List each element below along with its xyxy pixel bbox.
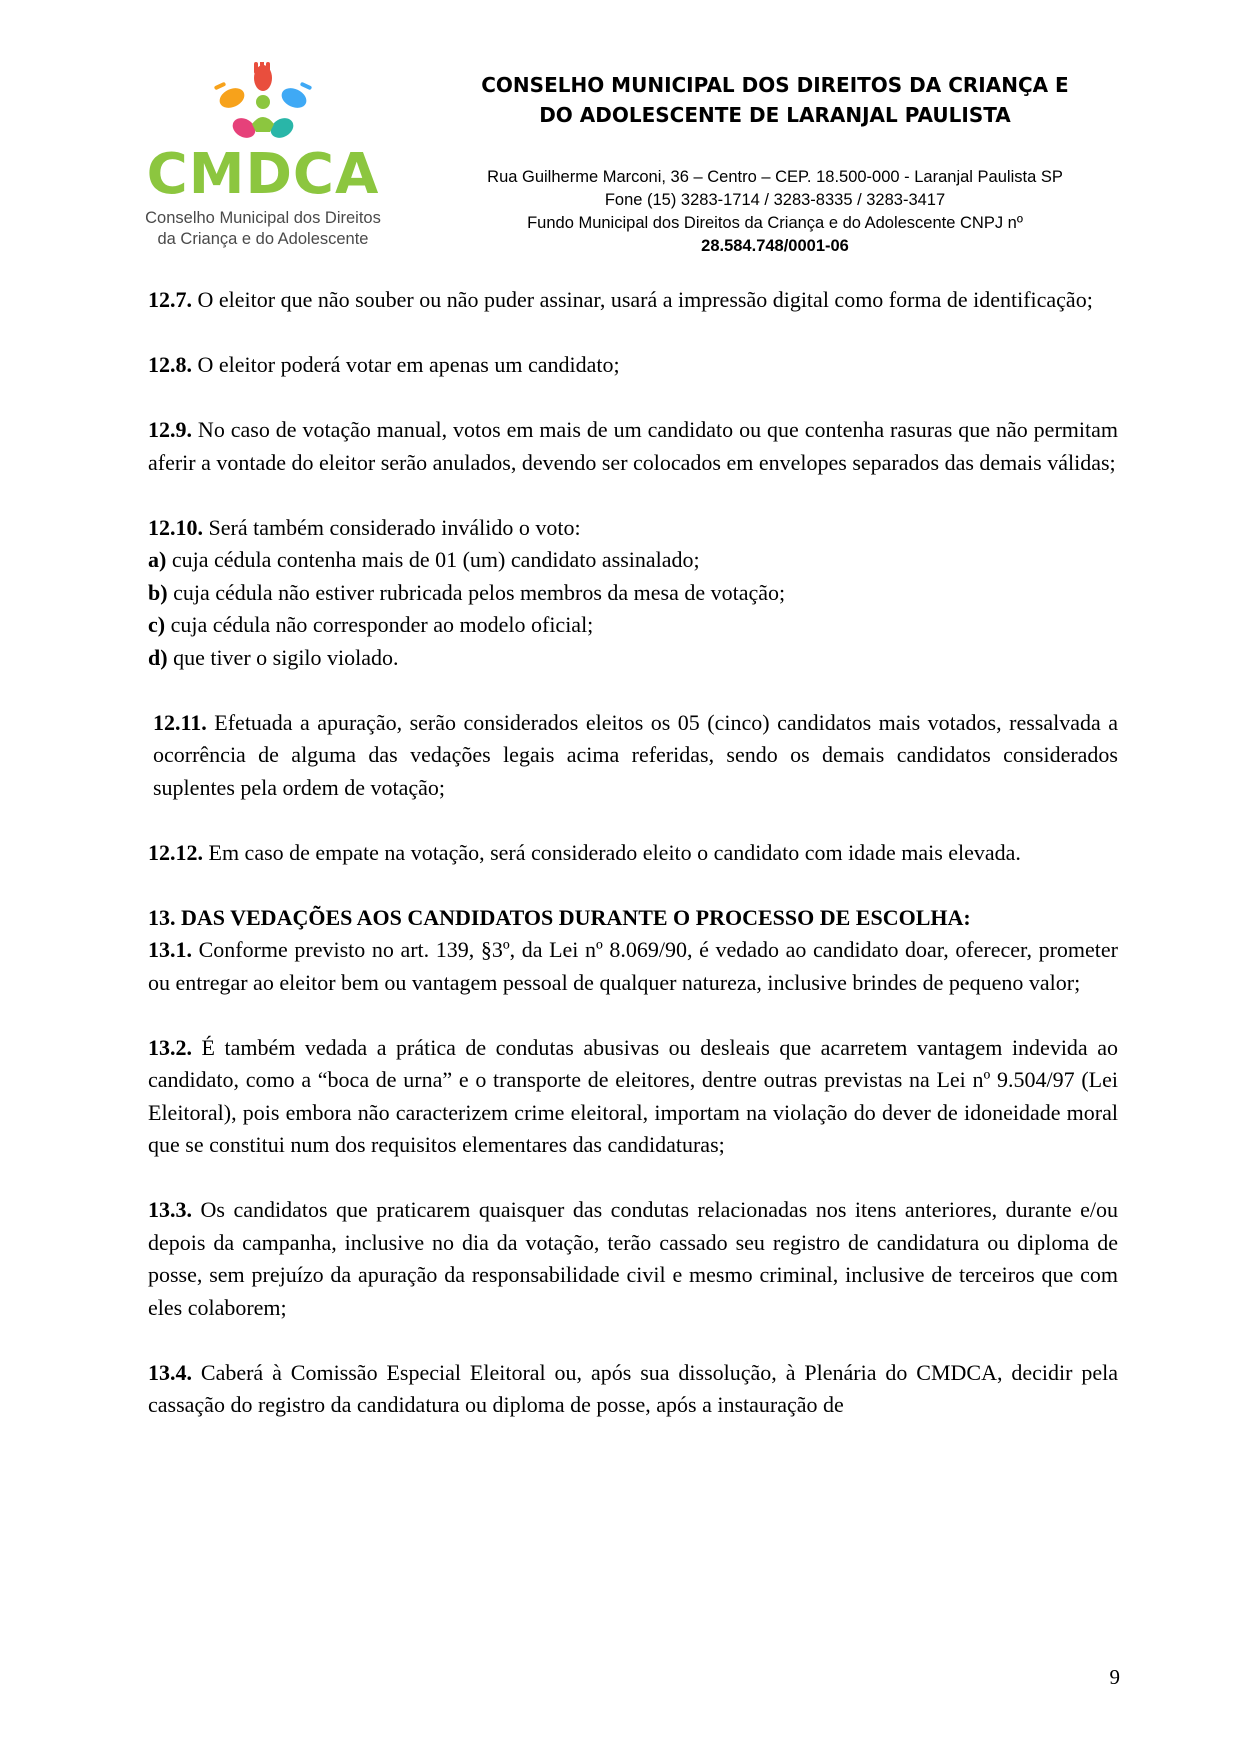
cnpj: 28.584.748/0001-06 (701, 237, 849, 255)
item-letter: b) (148, 579, 168, 605)
clause-text: Será também considerado inválido o voto: (203, 514, 581, 540)
clause-text: Efetuada a apuração, serão considerados eleitos os 05 (cinco) candidatos mais votados, ressalvada a ocorrência de alguma das vedações legais acima referidas, sendo os demais candidatos considerados suplentes pela ordem de votação; (153, 709, 1118, 800)
item-letter: c) (148, 612, 166, 637)
item-letter: a) (148, 547, 167, 572)
clause-number: 12.9. (148, 417, 192, 442)
cmdca-logo (138, 62, 388, 252)
clause-text: Em caso de empate na votação, será considerado eleito o candidato com idade mais elevada. (203, 839, 1021, 865)
clause-12-11 (148, 707, 1118, 805)
clause-12-10 (148, 512, 1118, 545)
colorful-hands-icon (210, 62, 316, 146)
clause-13-4 (148, 1357, 1118, 1422)
organization-title (425, 70, 1125, 130)
clause-13-2 (148, 1032, 1118, 1162)
section-heading (148, 902, 1118, 935)
clause-text: É também vedada a prática de condutas abusivas ou desleais que acarretem vantagem indevida ao candidato, como a “boca de urna” e o transporte de eleitores, dentre outras previstas na Lei nº 9.504/97 (Lei Eleitoral), pois embora não caracterizem crime eleitoral, importam na violação do dever de idoneidade moral que se constitui num dos requisitos elementares das candidaturas; (148, 1034, 1118, 1157)
page-header (0, 0, 1241, 270)
clause-text: O eleitor poderá votar em apenas um candidato; (192, 352, 620, 377)
clause-12-10-c (148, 609, 1118, 642)
organization-title-line-1: CONSELHO MUNICIPAL DOS DIREITOS DA CRIANÇA E (481, 73, 1069, 97)
section-heading-text: 13. DAS VEDAÇÕES AOS CANDIDATOS DURANTE O PROCESSO DE ESCOLHA: (148, 904, 971, 930)
document-body (148, 284, 1118, 1422)
item-text: que tiver o sigilo violado. (167, 644, 399, 670)
clause-13-3 (148, 1194, 1118, 1324)
logo-subtitle (138, 208, 388, 250)
clause-number: 12.10. (148, 514, 203, 540)
clause-12-9 (148, 414, 1118, 479)
clause-12-12 (148, 837, 1118, 870)
clause-number: 13.4. (148, 1359, 192, 1385)
item-letter: d) (148, 644, 168, 670)
clause-text: No caso de votação manual, votos em mais de um candidato ou que contenha rasuras que não permitam aferir a vontade do eleitor serão anulados, devendo ser colocados em envelopes separados das demais válidas; (148, 417, 1118, 475)
clause-13-1 (148, 934, 1118, 999)
clause-text: Conforme previsto no art. 139, §3º, da Lei nº 8.069/90, é vedado ao candidato doar, oferecer, prometer ou entregar ao eleitor bem ou vantagem pessoal de qualquer natureza, inclusive brindes de pequeno valor; (148, 937, 1118, 995)
logo-subtitle-line-1: Conselho Municipal dos Direitos (145, 209, 381, 227)
clause-12-10-d (148, 642, 1118, 675)
clause-number: 13.2. (148, 1034, 192, 1060)
clause-number: 12.11. (153, 709, 207, 735)
clause-12-8 (148, 349, 1118, 382)
clause-12-10-a (148, 544, 1118, 577)
item-text: cuja cédula contenha mais de 01 (um) candidato assinalado; (166, 547, 700, 572)
organization-title-line-2: DO ADOLESCENTE DE LARANJAL PAULISTA (539, 103, 1011, 127)
clause-number: 12.7. (148, 287, 192, 312)
clause-12-7 (148, 284, 1118, 317)
item-text: cuja cédula não estiver rubricada pelos membros da mesa de votação; (167, 579, 786, 605)
clause-text: Os candidatos que praticarem quaisquer das condutas relacionadas nos itens anteriores, durante e/ou depois da campanha, inclusive no dia da votação, terão cassado seu registro de candidatura ou diploma de posse, sem prejuízo da apuração da responsabilidade civil e mesmo criminal, inclusive de terceiros que com eles colaborem; (148, 1197, 1118, 1320)
phone: Fone (15) 3283-1714 / 3283-8335 / 3283-3417 (604, 191, 946, 209)
clause-number: 12.12. (148, 839, 203, 865)
clause-number: 13.3. (148, 1197, 192, 1222)
clause-number: 13.1. (148, 937, 192, 962)
logo-wordmark: CMDCA (146, 142, 380, 207)
clause-number: 12.8. (148, 352, 192, 377)
contact-info (425, 166, 1125, 258)
fund-name: Fundo Municipal dos Direitos da Criança e do Adolescente CNPJ nº (527, 214, 1023, 232)
clause-12-10-b (148, 577, 1118, 610)
logo-subtitle-line-2: da Criança e do Adolescente (157, 230, 369, 248)
clause-text: O eleitor que não souber ou não puder assinar, usará a impressão digital como forma de identificação; (192, 287, 1093, 312)
page-number: 9 (1109, 1665, 1120, 1689)
item-text: cuja cédula não corresponder ao modelo oficial; (165, 612, 594, 637)
clause-text: Caberá à Comissão Especial Eleitoral ou, após sua dissolução, à Plenária do CMDCA, decidir pela cassação do registro da candidatura ou diploma de posse, após a instauração de (148, 1359, 1118, 1417)
address: Rua Guilherme Marconi, 36 – Centro – CEP. 18.500-000 - Laranjal Paulista SP (487, 168, 1063, 186)
